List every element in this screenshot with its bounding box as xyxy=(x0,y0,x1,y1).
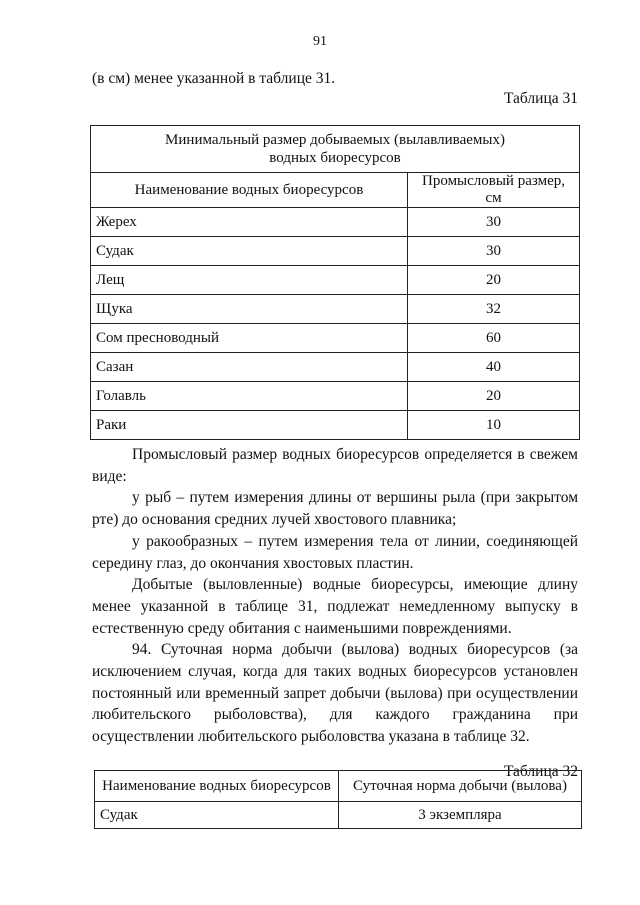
column-header-size: Промысловый размер, см xyxy=(408,173,580,208)
paragraph-fish-measurement: у рыб – путем измерения длины от вершины рыла (при закрытом рте) до основания средних лучей хвостового плавника; xyxy=(92,489,578,529)
continuation-line: (в см) менее указанной в таблице 31. xyxy=(92,70,336,87)
species-name-cell: Сом пресноводный xyxy=(91,324,408,353)
species-name-cell: Щука xyxy=(91,295,408,324)
table-row xyxy=(91,295,580,324)
table-row xyxy=(95,802,582,829)
daily-norm-cell: 3 экземпляра xyxy=(339,802,582,829)
species-name-cell: Жерех xyxy=(91,208,408,237)
table-row xyxy=(91,208,580,237)
species-name-cell: Судак xyxy=(91,237,408,266)
page-number: 91 xyxy=(313,34,327,49)
size-cell: 32 xyxy=(408,295,580,324)
table-row xyxy=(91,324,580,353)
column-header-name: Наименование водных биоресурсов xyxy=(91,173,408,208)
table-32-caption: Таблица 32 xyxy=(503,763,578,780)
paragraph-94-daily-norm: 94. Суточная норма добычи (вылова) водных биоресурсов (за исключением случая, когда для таких водных биоресурсов установлен постоянный или временный запрет добычи (вылова) при осуществлении любительского рыболовства), для каждого гражданина при осуществлении любительского рыболовства указана в таблице 32. xyxy=(92,641,578,746)
size-cell: 60 xyxy=(408,324,580,353)
table-31-title-line2: водных биоресурсов xyxy=(269,150,401,166)
table-31-header-row xyxy=(91,173,580,208)
paragraph-crustacean-measurement: у ракообразных – путем измерения тела от линии, соединяющей середину глаз, до окончания хвостовых пластин. xyxy=(92,532,578,572)
size-cell: 30 xyxy=(408,237,580,266)
size-cell: 20 xyxy=(408,266,580,295)
body-text xyxy=(92,444,578,748)
table-row xyxy=(91,353,580,382)
table-31-title-line1: Минимальный размер добываемых (вылавливаемых) xyxy=(165,132,505,148)
table-row xyxy=(91,237,580,266)
table-32 xyxy=(94,770,582,829)
species-name-cell: Раки xyxy=(91,411,408,440)
size-cell: 40 xyxy=(408,353,580,382)
column-header-name: Наименование водных биоресурсов xyxy=(95,771,339,802)
table-row xyxy=(91,266,580,295)
table-row xyxy=(91,411,580,440)
size-cell: 20 xyxy=(408,382,580,411)
paragraph-size-definition: Промысловый размер водных биоресурсов определяется в свежем виде: xyxy=(92,446,578,485)
table-31-title xyxy=(91,126,580,173)
species-name-cell: Сазан xyxy=(91,353,408,382)
species-name-cell: Лещ xyxy=(91,266,408,295)
column-header-norm: Суточная норма добычи (вылова) xyxy=(339,771,582,802)
size-cell: 30 xyxy=(408,208,580,237)
table-31-title-row xyxy=(91,126,580,173)
table-31 xyxy=(90,125,580,440)
species-name-cell: Голавль xyxy=(91,382,408,411)
table-row xyxy=(91,382,580,411)
table-31-caption: Таблица 31 xyxy=(503,90,578,107)
species-name-cell: Судак xyxy=(95,802,339,829)
paragraph-release-rule: Добытые (выловленные) водные биоресурсы, имеющие длину менее указанной в таблице 31, подлежат немедленному выпуску в естественную среду обитания с наименьшими повреждениями. xyxy=(92,576,578,637)
table-32-header-row xyxy=(95,771,582,802)
size-cell: 10 xyxy=(408,411,580,440)
